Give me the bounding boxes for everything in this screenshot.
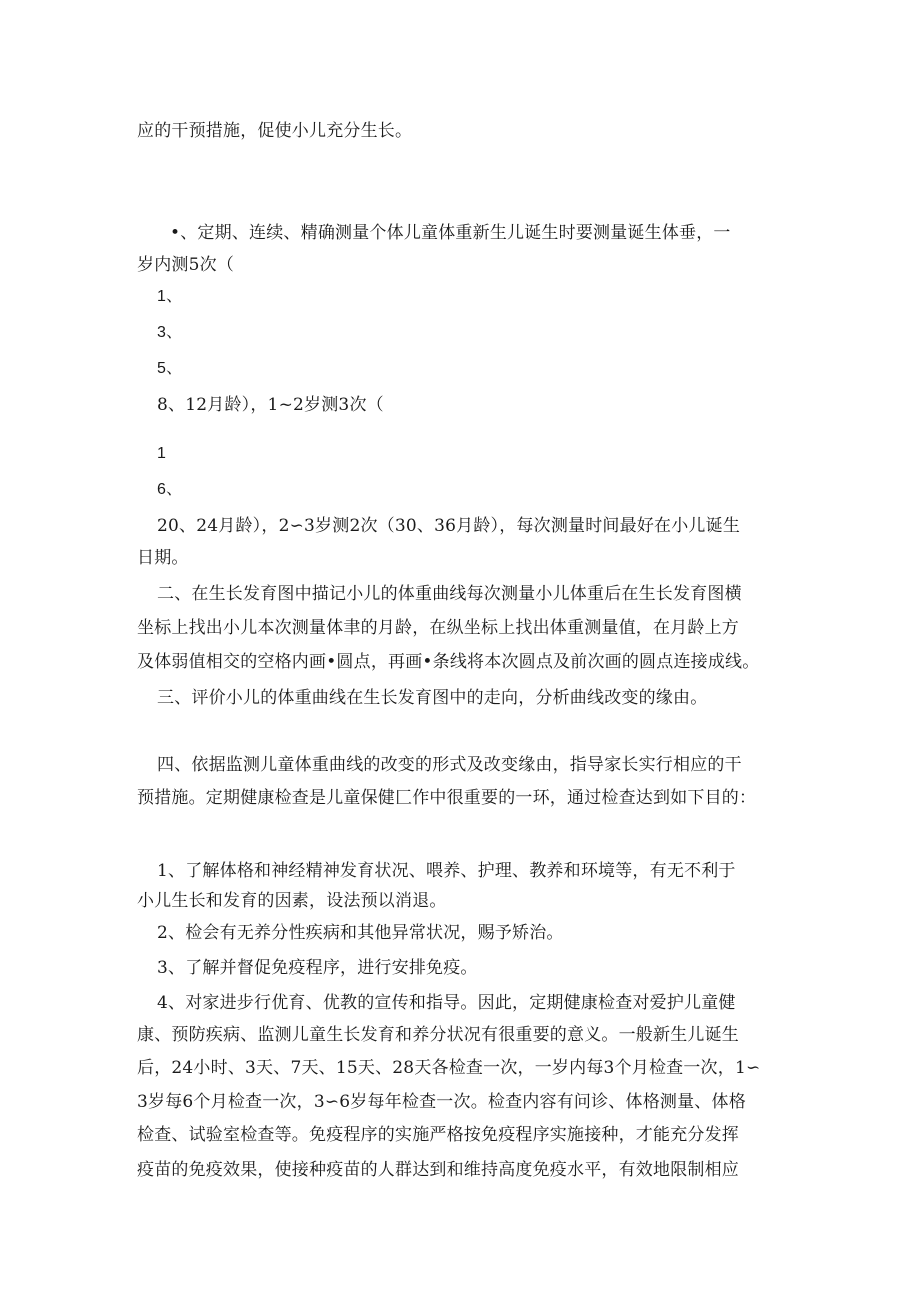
list-marker: 3、	[157, 324, 183, 341]
text-line: 后，24小时、3天、7天、15天、28天各检查一次，一岁内每3个月检查一次，1∽	[137, 1058, 761, 1078]
text-line: 8、12月龄），1~2岁测3次（	[157, 395, 384, 415]
text-line: 三、评价小儿的体重曲线在生长发育图中的走向，分析曲线改变的缘由。	[157, 688, 708, 708]
list-marker: 6、	[157, 481, 183, 498]
text-line: 应的干预措施，促使小儿充分生长。	[137, 121, 413, 141]
text-line: 20、24月龄），2∽3岁测2次（30、36月龄），每次测量时间最好在小儿诞生	[157, 516, 741, 536]
list-marker: 1	[157, 445, 167, 462]
list-marker: 5、	[157, 360, 183, 377]
text-line: 2、检会有无养分性疾病和其他异常状况，赐予矫治。	[157, 923, 564, 943]
text-line: 检查、试验室检查等。免疫程序的实施严格按免疫程序实施接种，才能充分发挥	[137, 1125, 739, 1145]
list-marker: 1、	[157, 288, 183, 305]
text-line: 疫苗的免疫效果，使接种疫苗的人群达到和维持高度免疫水平，有效地限制相应	[137, 1160, 739, 1180]
text-line: 康、预防疾病、监测儿童生长发育和养分状况有很重要的意义。一般新生儿诞生	[137, 1025, 739, 1045]
text-line: 小儿生长和发育的因素，设法预以消退。	[137, 891, 447, 911]
text-line: 1、了解体格和神经精神发育状况、喂养、护理、教养和环境等，有无不利于	[157, 861, 736, 881]
text-line: •、定期、连续、精确测量个体儿童体重新生儿诞生时要测量诞生体垂，一	[170, 223, 731, 243]
text-line: 日期。	[137, 548, 189, 568]
text-line: 及体弱值相交的空格内画•圆点，再画•条线将本次圆点及前次画的圆点连接成线。	[137, 652, 760, 672]
text-line: 预措施。定期健康检查是儿童保健匚作中很重要的一环，通过检查达到如下目的：	[137, 788, 757, 808]
text-line: 四、依据监测儿童体重曲线的改变的形式及改变缘由，指导家长实行相应的干	[157, 755, 742, 775]
text-line: 二、在生长发育图中描记小儿的体重曲线每次测量小儿体重后在生长发育图横	[157, 584, 742, 604]
text-line: 坐标上找出小儿本次测量体聿的月龄，在纵坐标上找出体重测量值，在月龄上方	[137, 618, 739, 638]
text-line: 3岁每6个月检查一次，3∽6岁每年检查一次。检查内容有问诊、体格测量、体格	[137, 1092, 746, 1112]
text-line: 3、了解并督促免疫程序，进行安排免疫。	[157, 958, 478, 978]
text-line: 4、对家进步行优育、优教的宣传和指导。因此，定期健康检查对爱护儿童健	[157, 993, 736, 1013]
text-line: 岁内测5次（	[137, 255, 235, 275]
